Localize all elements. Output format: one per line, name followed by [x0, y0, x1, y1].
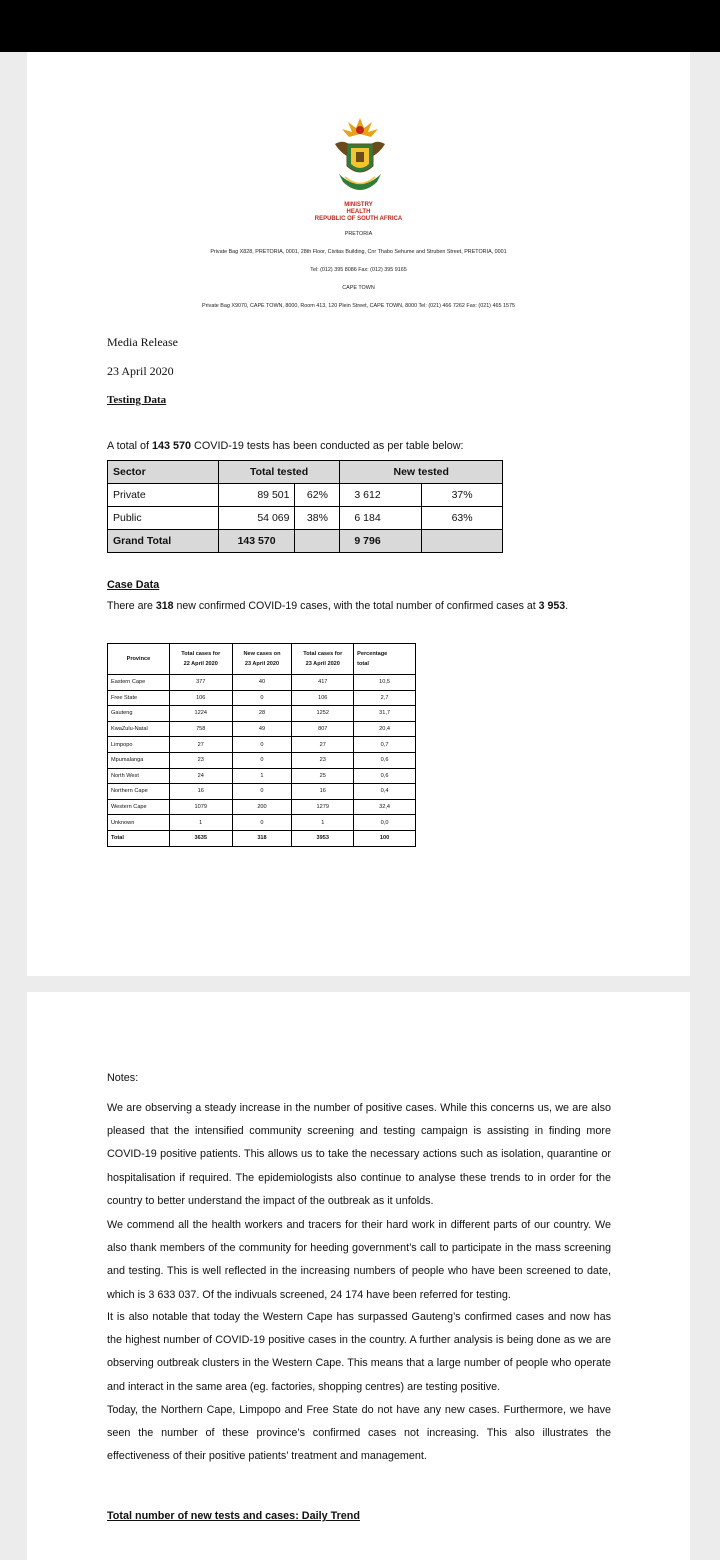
grand-total-new: 9 796: [340, 530, 422, 553]
new-pct-cell: 37%: [422, 484, 503, 507]
phone-pretoria: Tel: (012) 395 8086 Fax: (012) 395 9165: [310, 267, 407, 273]
case-total-row: [108, 830, 416, 846]
new-cases-cell: 0: [232, 752, 292, 768]
province-cell: Mpumalanga: [108, 752, 170, 768]
grand-total-label: Grand Total: [108, 530, 219, 553]
coat-of-arms-icon: [327, 114, 393, 200]
grand-total-row: [108, 530, 503, 553]
prev-total-cell: 16: [169, 784, 232, 800]
current-total-cell: 25: [292, 768, 354, 784]
province-cell: Gauteng: [108, 706, 170, 722]
current-total-cell: 1: [292, 815, 354, 831]
header-new-cases: New cases on 23 April 2020: [232, 644, 292, 675]
media-release-label: Media Release: [107, 335, 178, 349]
total-new-cell: 318: [232, 830, 292, 846]
total-pct-cell: 100: [354, 830, 416, 846]
province-cell: KwaZulu-Natal: [108, 721, 170, 737]
new-tested-cell: 3 612: [340, 484, 422, 507]
current-total-cell: 807: [292, 721, 354, 737]
testing-intro: A total of 143 570 COVID-19 tests has been conducted as per table below:: [107, 440, 464, 452]
new-pct-cell: 63%: [422, 507, 503, 530]
new-cases-cell: 49: [232, 721, 292, 737]
current-total-cell: 106: [292, 690, 354, 706]
table-row: [108, 784, 416, 800]
percentage-cell: 0,0: [354, 815, 416, 831]
header-sector: Sector: [108, 461, 219, 484]
prev-total-cell: 24: [169, 768, 232, 784]
percentage-cell: 0,4: [354, 784, 416, 800]
testing-data-heading: Testing Data: [107, 394, 167, 406]
total-tested-cell: 54 069: [218, 507, 295, 530]
notes-label: Notes:: [107, 1072, 139, 1084]
current-total-cell: 23: [292, 752, 354, 768]
daily-trend-heading: Total number of new tests and cases: Daily Trend: [107, 1510, 360, 1522]
percentage-cell: 0,6: [354, 752, 416, 768]
notes-paragraph: We are observing a steady increase in the number of positive cases. While this concerns us, we are also pleased that the intensified community screening and testing campaign is assisting in finding more COVID-19 positive patients. This allows us to take the necessary actions such as isolation, quarantine or hospitalisation if required. The epidemiologists also continue to analyse these trends to in order for the country to better understand the impact of the outbreak as it unfolds.: [107, 1102, 611, 1207]
total-tested-cell: 89 501: [218, 484, 295, 507]
city-pretoria: PRETORIA: [344, 231, 373, 237]
current-total-cell: 1252: [292, 706, 354, 722]
current-total-cell: 417: [292, 675, 354, 691]
notes-paragraph: It is also notable that today the Western Cape has surpassed Gauteng’s confirmed cases and now has the highest number of COVID-19 positive cases in the country. A further analysis is being done as we are observing outbreak clusters in the Western Cape. This means that a large number of people who operate and interact in the same area (eg. factories, shopping centres) are testing positive.: [107, 1311, 611, 1393]
release-date: 23 April 2020: [107, 364, 174, 378]
prev-total-cell: 1: [169, 815, 232, 831]
province-cell: Western Cape: [108, 799, 170, 815]
table-row: [108, 799, 416, 815]
table-row: [108, 675, 416, 691]
current-total-cell: 16: [292, 784, 354, 800]
new-cases-cell: 28: [232, 706, 292, 722]
total-pct-cell: 62%: [295, 484, 340, 507]
ministry-line: MINISTRY: [344, 202, 373, 208]
province-cell: Northern Cape: [108, 784, 170, 800]
header-percentage: Percentage total: [354, 644, 416, 675]
prev-total-cell: 758: [169, 721, 232, 737]
notes-paragraph: Today, the Northern Cape, Limpopo and Free State do not have any new cases. Furthermore, we have seen the number of these province’s confirmed cases not increasing. This also illustrates the effectiveness of their positive patients’ treatment and management.: [107, 1404, 611, 1463]
table-row: [108, 815, 416, 831]
empty-cell: [295, 530, 340, 553]
new-cases-cell: 200: [232, 799, 292, 815]
total-pct-cell: 38%: [295, 507, 340, 530]
current-total-cell: 27: [292, 737, 354, 753]
case-header-row: [108, 644, 416, 675]
province-cell: North West: [108, 768, 170, 784]
case-intro: There are 318 new confirmed COVID-19 cases, with the total number of confirmed cases at 3 953.: [107, 600, 569, 612]
total-tests-value: 143 570: [152, 440, 192, 452]
province-cell: Free State: [108, 690, 170, 706]
percentage-cell: 31,7: [354, 706, 416, 722]
table-row: [108, 737, 416, 753]
address-cape-town: Private Bag X9070, CAPE TOWN, 8000, Room 413, 120 Plein Street, CAPE TOWN, 8000 Tel: (021) 466 7262 Fax: (021) 465 1575: [202, 303, 515, 309]
prev-total-cell: 1224: [169, 706, 232, 722]
percentage-cell: 0,7: [354, 737, 416, 753]
notes-paragraph: We commend all the health workers and tracers for their hard work in different parts of our country. We also thank members of the community for heeding government’s call to participate in the mass screening and testing. This is well reflected in the increasing numbers of people who have been screened to date, which is 3 633 037. Of the indivuals screened, 24 174 have been referred for testing.: [107, 1219, 611, 1301]
table-row: [108, 721, 416, 737]
prev-total-cell: 23: [169, 752, 232, 768]
prev-total-cell: 1079: [169, 799, 232, 815]
prev-total-cell: 106: [169, 690, 232, 706]
percentage-cell: 0,6: [354, 768, 416, 784]
case-data-heading: Case Data: [107, 579, 160, 591]
percentage-cell: 20,4: [354, 721, 416, 737]
table-row: [108, 690, 416, 706]
table-row: [108, 768, 416, 784]
prev-total-cell: 377: [169, 675, 232, 691]
testing-table: [107, 460, 503, 553]
table-header-row: [108, 461, 503, 484]
viewer-top-bar: [0, 0, 720, 52]
province-cell: Eastern Cape: [108, 675, 170, 691]
table-row: [108, 484, 503, 507]
current-total-cell: 1279: [292, 799, 354, 815]
total-cases-value: 3 953: [538, 600, 566, 612]
ministry-line: REPUBLIC OF SOUTH AFRICA: [314, 216, 403, 222]
new-cases-cell: 0: [232, 690, 292, 706]
header-prev-total: Total cases for 22 April 2020: [169, 644, 232, 675]
province-cell: Unknown: [108, 815, 170, 831]
percentage-cell: 10,5: [354, 675, 416, 691]
new-cases-cell: 1: [232, 768, 292, 784]
percentage-cell: 32,4: [354, 799, 416, 815]
table-row: [108, 752, 416, 768]
header-total-tested: Total tested: [218, 461, 340, 484]
header-current-total: Total cases for 23 April 2020: [292, 644, 354, 675]
new-cases-cell: 0: [232, 784, 292, 800]
grand-total-tested: 143 570: [218, 530, 295, 553]
new-cases-cell: 0: [232, 815, 292, 831]
new-cases-cell: 0: [232, 737, 292, 753]
city-cape-town: CAPE TOWN: [342, 285, 375, 291]
total-total-cell: 3953: [292, 830, 354, 846]
empty-cell: [422, 530, 503, 553]
document-page-2: [27, 992, 690, 1560]
province-cell: Limpopo: [108, 737, 170, 753]
header-new-tested: New tested: [340, 461, 503, 484]
percentage-cell: 2,7: [354, 690, 416, 706]
sector-cell: Private: [108, 484, 219, 507]
document-page-1: [27, 52, 690, 976]
ministry-line: HEALTH: [346, 209, 371, 215]
address-pretoria: Private Bag X828, PRETORIA, 0001, 28th Floor, Civitas Building, Cnr Thabo Sehume and Struben Street, PRETORIA, 0001: [210, 249, 507, 255]
total-label: Total: [108, 830, 170, 846]
table-row: [108, 706, 416, 722]
sector-cell: Public: [108, 507, 219, 530]
header-province: Province: [108, 644, 170, 675]
case-table: [107, 643, 416, 847]
total-prev-cell: 3635: [169, 830, 232, 846]
new-tested-cell: 6 184: [340, 507, 422, 530]
new-cases-value: 318: [155, 600, 174, 612]
new-cases-cell: 40: [232, 675, 292, 691]
prev-total-cell: 27: [169, 737, 232, 753]
table-row: [108, 507, 503, 530]
